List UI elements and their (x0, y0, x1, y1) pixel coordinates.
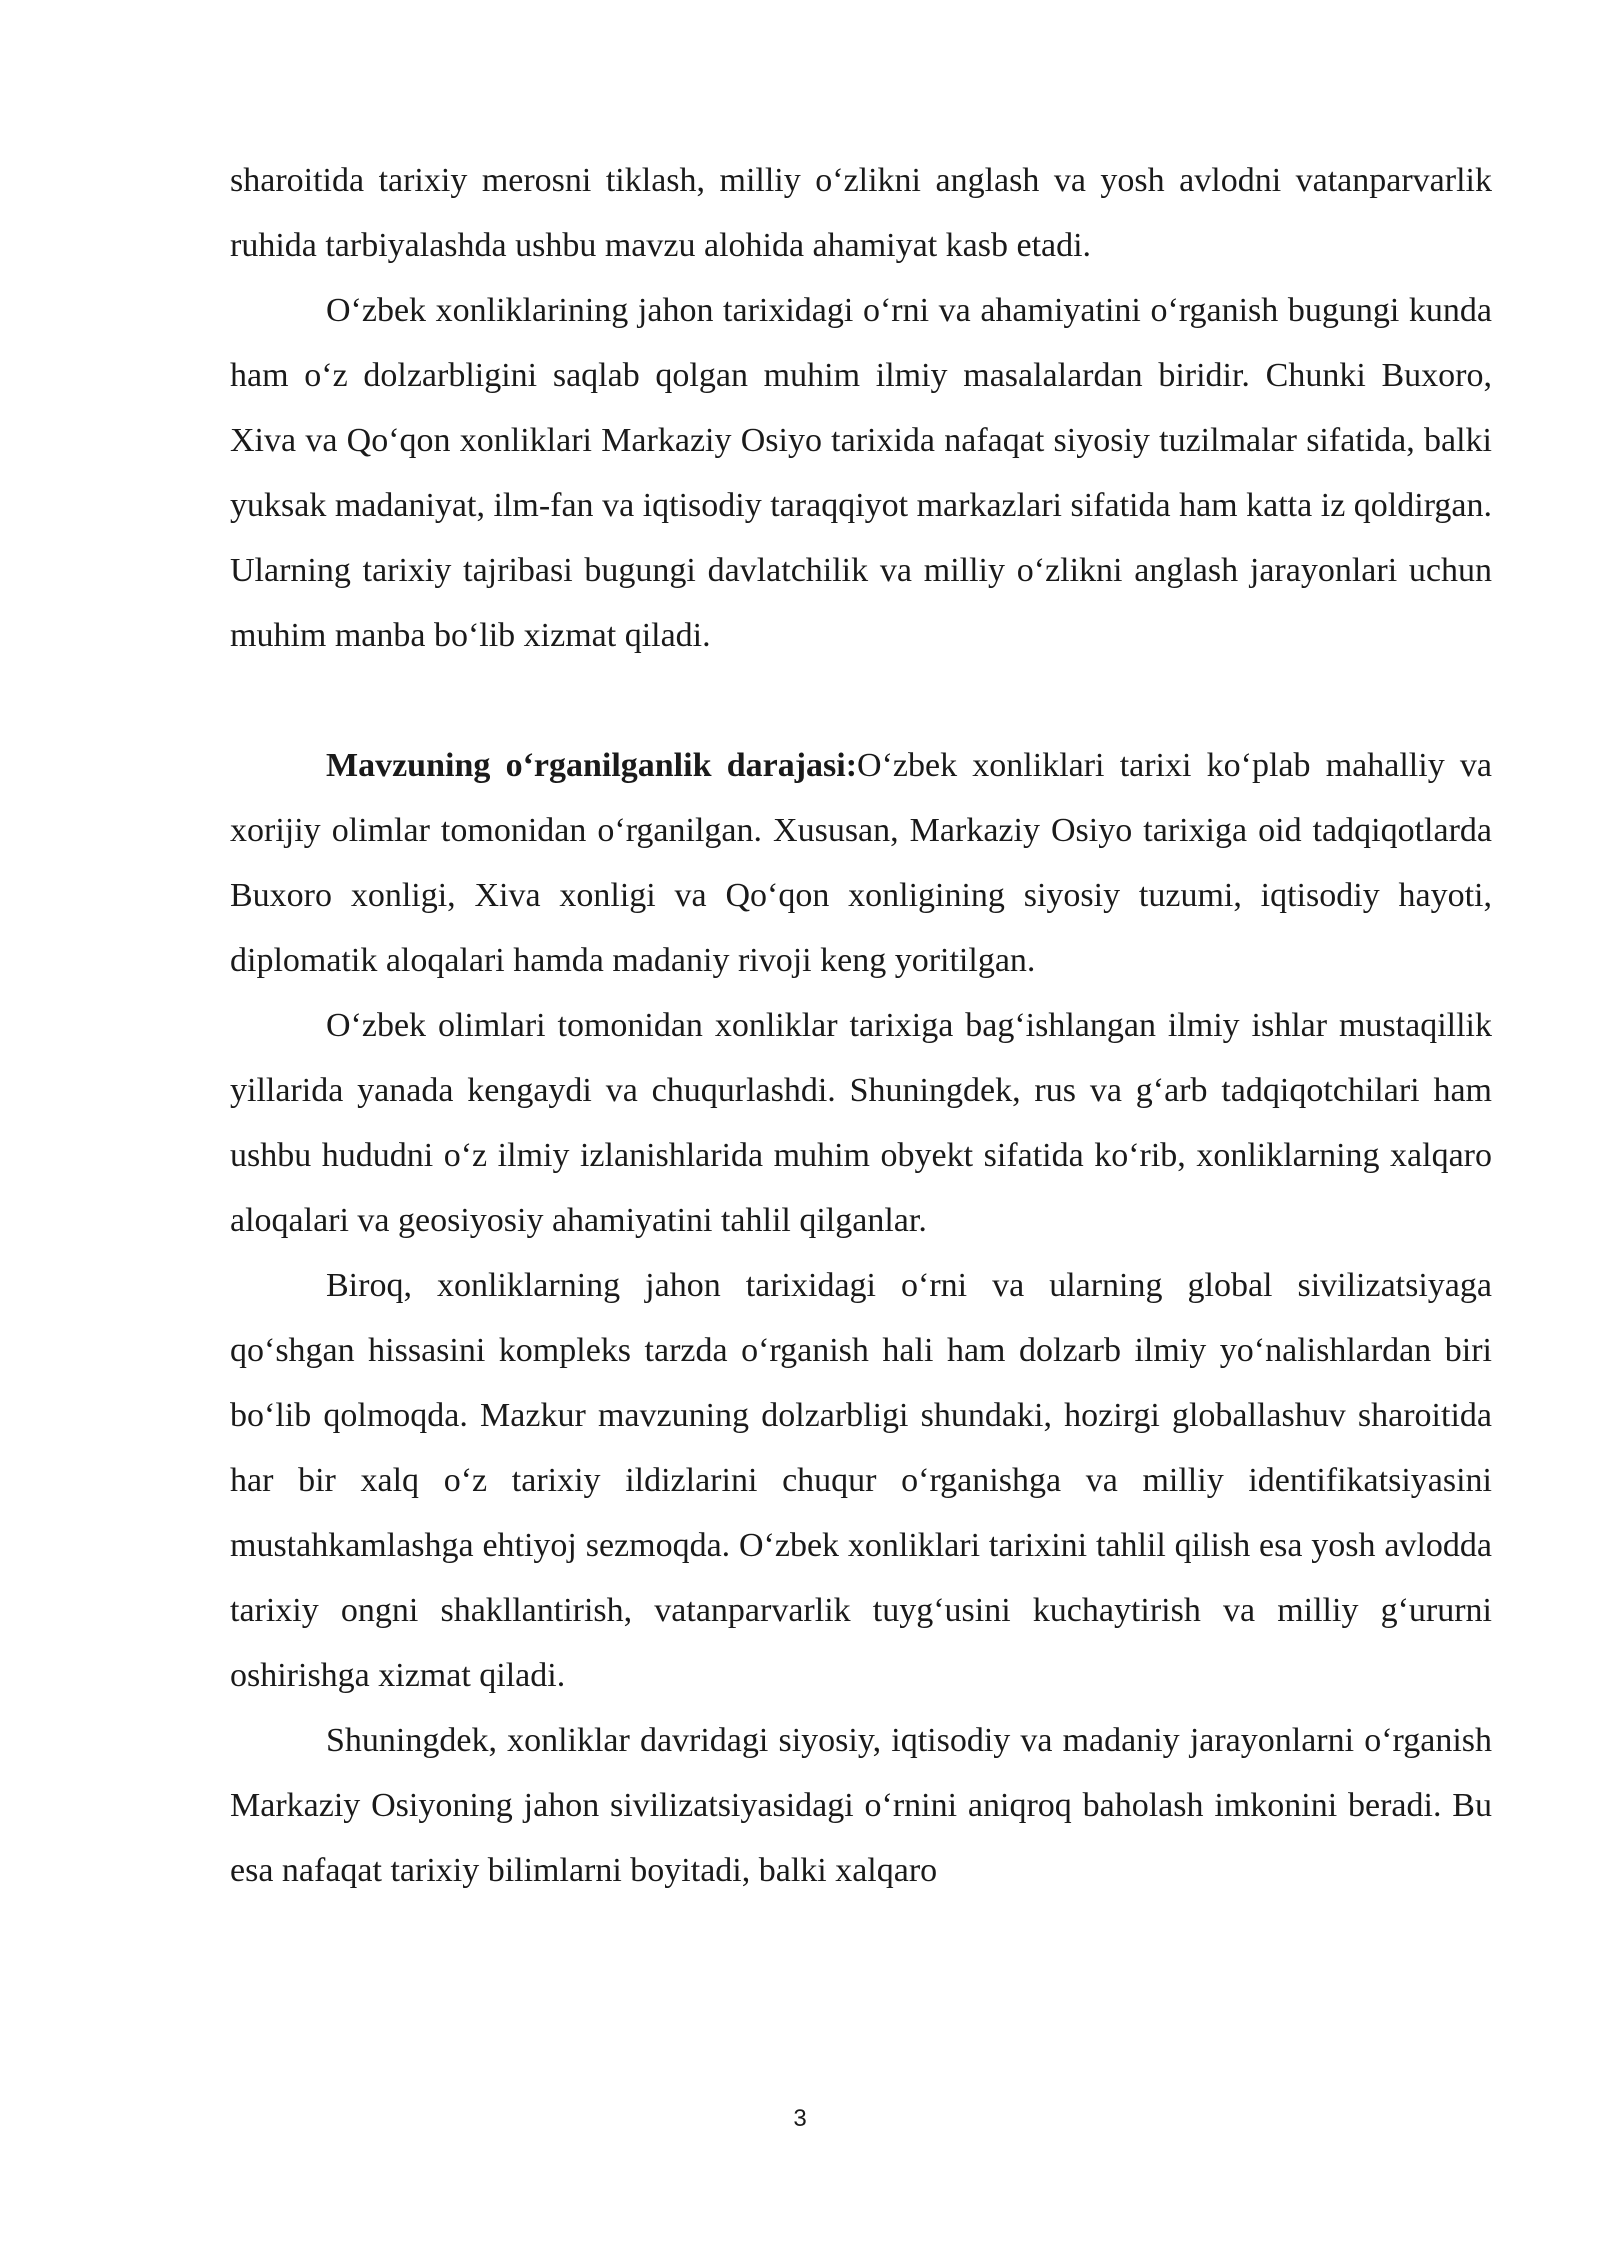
paragraph-relevance: O‘zbek xonliklarining jahon tarixidagi o‘rni va ahamiyatini o‘rganish bugungi kunda ham o‘z dolzarbligini saqlab qolgan muhim ilmiy masalalardan biridir. Chunki Buxoro, Xiva va Qo‘qon xonliklari Markaziy Osiyo tarixida nafaqat siyosiy tuzilmalar sifatida, balki yuksak madaniyat, ilm-fan va iqtisodiy taraqqiyot markazlari sifatida ham katta iz qoldirgan. Ularning tarixiy tajribasi bugungi davlatchilik va milliy o‘zlikni anglash jarayonlari uchun muhim manba bo‘lib xizmat qiladi. (230, 292, 1492, 654)
paragraph-research-degree (230, 733, 1492, 993)
section-heading-body: O‘zbek xonliklari tarixi ko‘plab mahalliy va xorijiy olimlar tomonidan o‘rganilgan. Xususan, Markaziy Osiyo tarixiga oid tadqiqotlarda Buxoro xonligi, Xiva xonligi va Qo‘qon xonligining siyosiy tuzumi, iqtisodiy hayoti, diplomatik aloqalari hamda madaniy rivoji keng yoritilgan. (230, 747, 1492, 979)
section-heading: Mavzuning o‘rganilganlik darajasi: (326, 747, 858, 784)
page-number: 3 (793, 2105, 807, 2132)
paragraph-uzbek-scholars: O‘zbek olimlari tomonidan xonliklar tarixiga bag‘ishlangan ilmiy ishlar mustaqillik yillarida yanada kengaydi va chuqurlashdi. Shuningdek, rus va g‘arb tadqiqotchilari ham ushbu hududni o‘z ilmiy izlanishlarida muhim obyekt sifatida ko‘rib, xonliklarning xalqaro aloqalari va geosiyosiy ahamiyatini tahlil qilganlar. (230, 1007, 1492, 1239)
paragraph-spacer (230, 668, 1492, 733)
paragraph-continuation: sharoitida tarixiy merosni tiklash, milliy o‘zlikni anglash va yosh avlodni vatanparvarlik ruhida tarbiyalashda ushbu mavzu alohida ahamiyat kasb etadi. (230, 162, 1492, 264)
paragraph-global-role: Biroq, xonliklarning jahon tarixidagi o‘rni va ularning global sivilizatsiyaga qo‘shgan hissasini kompleks tarzda o‘rganish hali ham dolzarb ilmiy yo‘nalishlardan biri bo‘lib qolmoqda. Mazkur mavzuning dolzarbligi shundaki, hozirgi globallashuv sharoitida har bir xalq o‘z tarixiy ildizlarini chuqur o‘rganishga va milliy identifikatsiyasini mustahkamlashga ehtiyoj sezmoqda. O‘zbek xonliklari tarixini tahlil qilish esa yosh avlodda tarixiy ongni shakllantirish, vatanparvarlik tuyg‘usini kuchaytirish va milliy g‘ururni oshirishga xizmat qiladi. (230, 1267, 1492, 1694)
paragraph-khanate-processes: Shuningdek, xonliklar davridagi siyosiy, iqtisodiy va madaniy jarayonlarni o‘rganish Markaziy Osiyoning jahon sivilizatsiyasidagi o‘rnini aniqroq baholash imkonini beradi. Bu esa nafaqat tarixiy bilimlarni boyitadi, balki xalqaro (230, 1722, 1492, 1889)
page-body (230, 148, 1492, 1903)
